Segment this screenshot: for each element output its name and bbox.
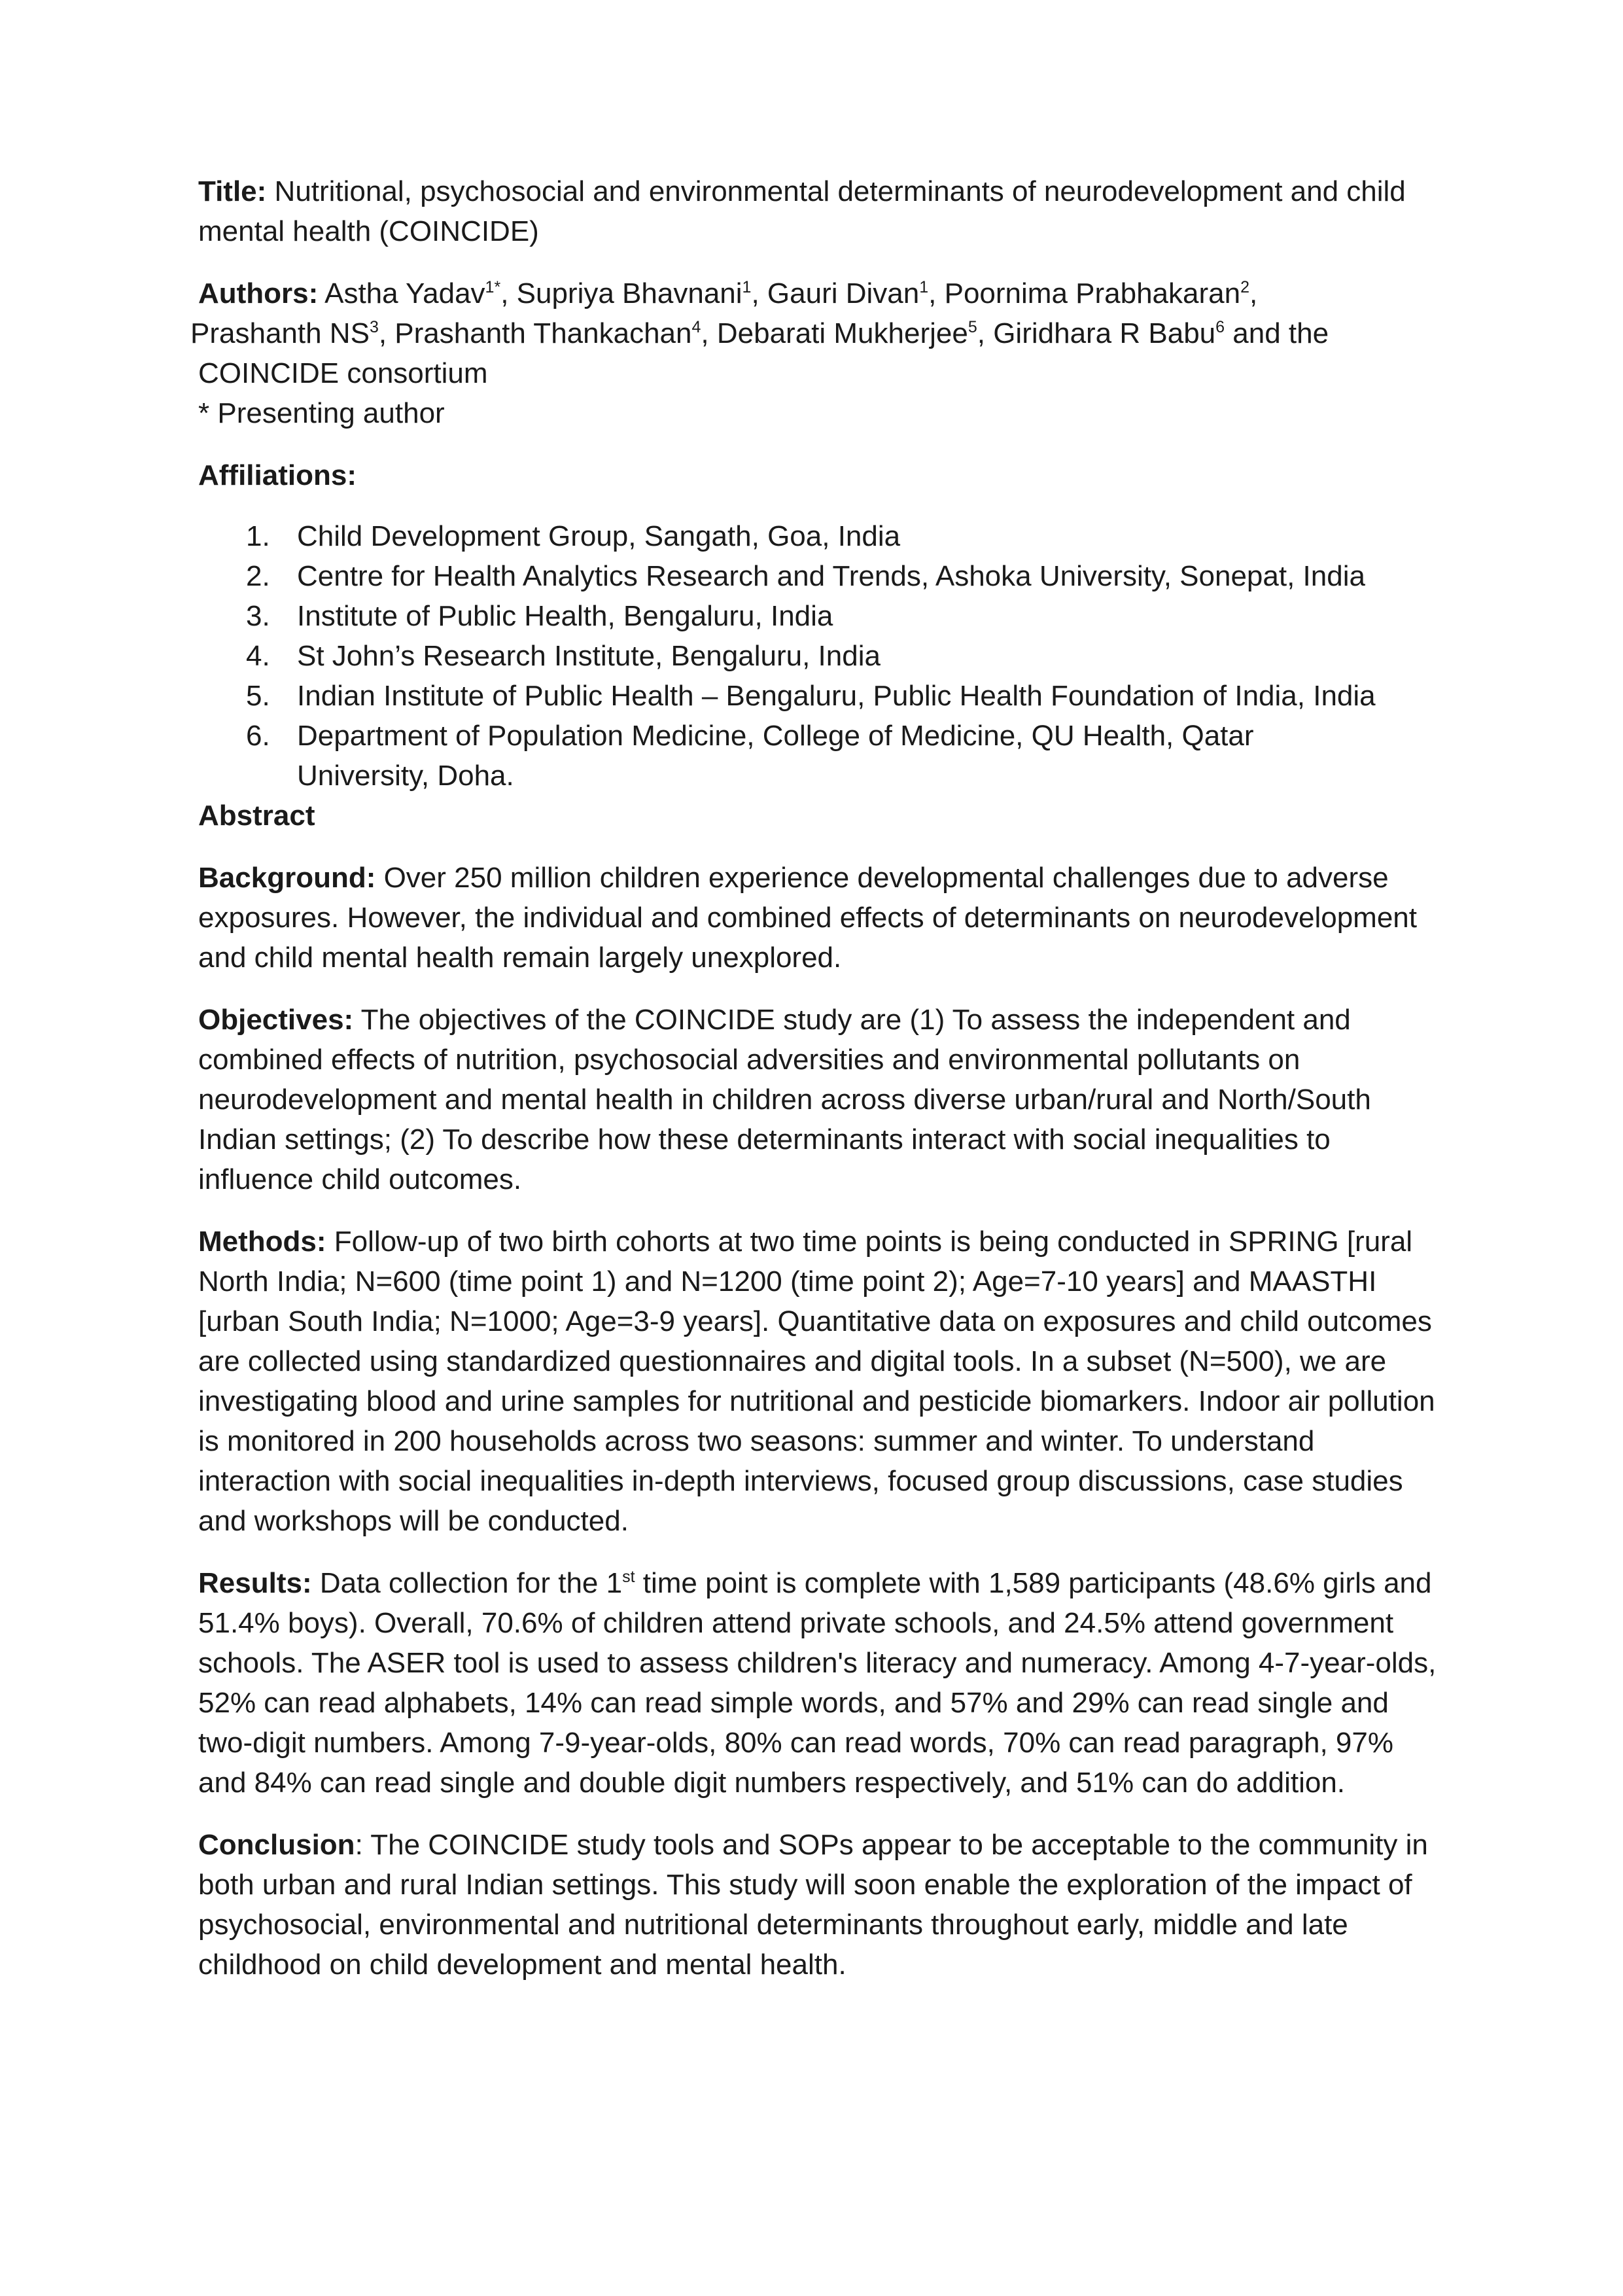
author-separator: ,	[928, 277, 937, 309]
author-affiliation-mark: 2	[1240, 278, 1249, 296]
authors-paragraph	[190, 274, 1441, 393]
author-name: Prashanth NS	[190, 317, 370, 349]
author-name: Gauri Divan	[759, 277, 920, 309]
results-paragraph	[198, 1563, 1441, 1803]
author-name: Astha Yadav	[318, 277, 485, 309]
affiliations-list	[198, 516, 1441, 796]
document-page	[190, 171, 1441, 2007]
affiliation-text: Child Development Group, Sangath, Goa, India	[297, 520, 901, 552]
author-separator: and the COINCIDE consortium	[198, 317, 1329, 389]
title-text: Nutritional, psychosocial and environmental determinants of neurodevelopment and child mental health (COINCIDE)	[198, 175, 1406, 247]
author-separator: ,	[751, 277, 759, 309]
methods-label: Methods:	[198, 1226, 326, 1258]
authors-label: Authors:	[198, 277, 319, 309]
affiliation-text: Department of Population Medicine, College of Medicine, QU Health, Qatar University, Doha.	[297, 720, 1254, 792]
author-name: Supriya Bhavnani	[508, 277, 742, 309]
background-paragraph	[198, 858, 1441, 978]
conclusion-paragraph	[198, 1825, 1441, 1985]
list-item	[198, 556, 1441, 596]
abstract-heading	[198, 796, 1441, 836]
author-separator: ,	[1249, 277, 1258, 309]
author-affiliation-mark: 1	[919, 278, 929, 296]
list-item	[198, 716, 1441, 796]
author-separator: ,	[500, 277, 509, 309]
background-label: Background:	[198, 862, 376, 894]
affiliations-label: Affiliations:	[198, 459, 357, 491]
author-name: Giridhara R Babu	[985, 317, 1216, 349]
list-number: 5.	[246, 680, 270, 712]
conclusion-label: Conclusion	[198, 1829, 355, 1861]
affiliation-text: Institute of Public Health, Bengaluru, India	[297, 600, 833, 632]
objectives-text: The objectives of the COINCIDE study are (1) To assess the independent and combined effects of nutrition, psychosocial adversities and environmental pollutants on neurodevelopment and mental health in children across diverse urban/rural and North/South Indian settings; (2) To describe how these determinants interact with social inequalities to influence child outcomes.	[198, 1004, 1371, 1195]
list-item	[198, 676, 1441, 716]
list-number: 6.	[246, 720, 270, 752]
author-separator: ,	[701, 317, 709, 349]
author-separator: ,	[378, 317, 387, 349]
title-label: Title:	[198, 175, 267, 207]
author-name: Prashanth Thankachan	[387, 317, 692, 349]
list-number: 3.	[246, 600, 270, 632]
list-number: 4.	[246, 640, 270, 672]
author-name: Poornima Prabhakaran	[936, 277, 1241, 309]
author-affiliation-mark: 1*	[485, 278, 501, 296]
author-affiliation-mark: 1	[742, 278, 752, 296]
author-name: Debarati Mukherjee	[708, 317, 968, 349]
objectives-paragraph	[198, 1000, 1441, 1199]
objectives-label: Objectives:	[198, 1004, 354, 1036]
presenting-author-note: * Presenting author	[198, 397, 445, 429]
methods-text: Follow-up of two birth cohorts at two time points is being conducted in SPRING [rural North India; N=600 (time point 1) and N=1200 (time point 2); Age=7-10 years] and MAASTHI [urban South India; N=1000; Age=3-9 years]. Quantitative data on exposures and child outcomes are collected using standardized questionnaires and digital tools. In a subset (N=500), we are investigating blood and urine samples for nutritional and pesticide biomarkers. Indoor air pollution is monitored in 200 households across two seasons: summer and winter. To understand interaction with social inequalities in-depth interviews, focused group discussions, case studies and workshops will be conducted.	[198, 1226, 1435, 1537]
background-text: Over 250 million children experience developmental challenges due to adverse exposures. However, the individual and combined effects of determinants on neurodevelopment and child mental health remain largely unexplored.	[198, 862, 1417, 974]
list-item	[198, 636, 1441, 676]
list-item	[198, 596, 1441, 636]
abstract-label: Abstract	[198, 800, 315, 832]
results-text-rest: time point is complete with 1,589 participants (48.6% girls and 51.4% boys). Overall, 70.6% of children attend private schools, and 24.5% attend government schools. The ASER tool is used to assess children's literacy and numeracy. Among 4-7-year-olds, 52% can read alphabets, 14% can read simple words, and 57% and 29% can read single and two-digit numbers. Among 7-9-year-olds, 80% can read words, 70% can read paragraph, 97% and 84% can read single and double digit numbers respectively, and 51% can do addition.	[198, 1567, 1437, 1799]
conclusion-text: : The COINCIDE study tools and SOPs appear to be acceptable to the community in both urban and rural Indian settings. This study will soon enable the exploration of the impact of psychosocial, environmental and nutritional determinants throughout early, middle and late childhood on child development and mental health.	[198, 1829, 1428, 1981]
list-number: 1.	[246, 520, 270, 552]
list-number: 2.	[246, 560, 270, 592]
author-affiliation-mark: 3	[369, 318, 379, 336]
affiliation-text: Indian Institute of Public Health – Bengaluru, Public Health Foundation of India, India	[297, 680, 1376, 712]
list-item	[198, 516, 1441, 556]
results-text-start: Data collection for the 1	[311, 1567, 623, 1599]
affiliation-text: Centre for Health Analytics Research and Trends, Ashoka University, Sonepat, India	[297, 560, 1365, 592]
ordinal-suffix: st	[622, 1568, 635, 1586]
author-affiliation-mark: 6	[1215, 318, 1225, 336]
affiliations-heading	[198, 455, 1441, 495]
author-affiliation-mark: 5	[968, 318, 977, 336]
author-affiliation-mark: 4	[691, 318, 701, 336]
author-separator: ,	[977, 317, 985, 349]
methods-paragraph	[198, 1222, 1441, 1541]
affiliation-text: St John’s Research Institute, Bengaluru, India	[297, 640, 881, 672]
title-paragraph	[198, 171, 1441, 251]
results-label: Results:	[198, 1567, 312, 1599]
